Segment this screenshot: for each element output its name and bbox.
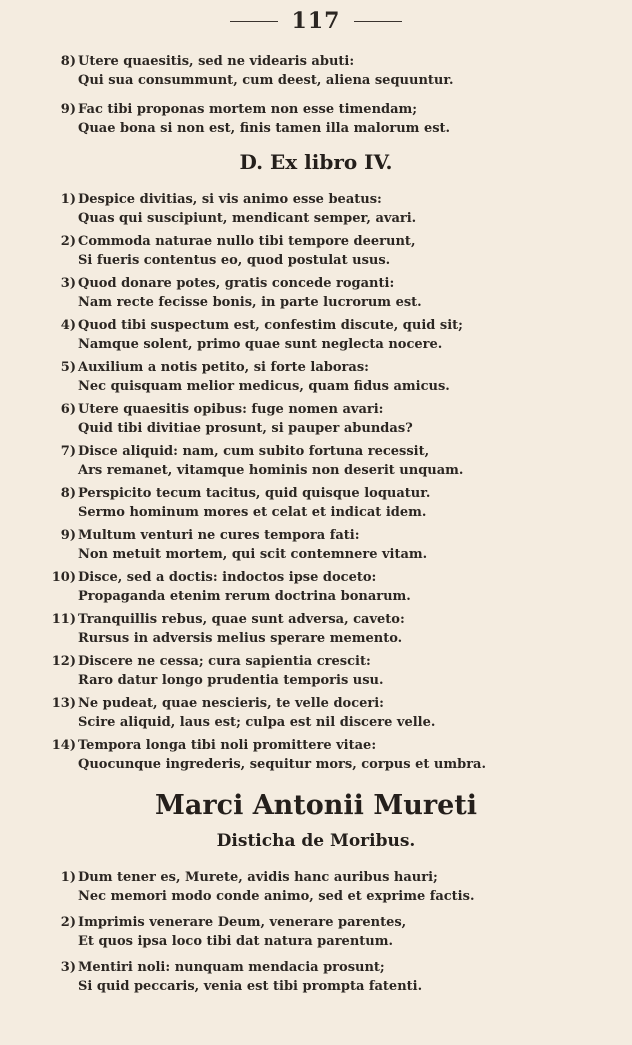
verse-line: Quae bona si non est, finis tamen illa malorum est.	[78, 121, 451, 136]
verse-item	[48, 100, 608, 138]
verse-line: Utere quaesitis opibus: fuge nomen avari:	[78, 402, 384, 417]
verse-number: 12)	[51, 654, 76, 669]
verse-item	[48, 913, 608, 951]
verse-number: 1)	[60, 870, 76, 885]
page-header	[0, 6, 632, 36]
verse-line: Non metuit mortem, qui scit contemnere vitam.	[78, 547, 428, 562]
verse-item	[48, 868, 608, 906]
verse-line: Quas qui suscipiunt, mendicant semper, avari.	[78, 211, 417, 226]
verse-line: Mentiri noli: nunquam mendacia prosunt;	[78, 960, 385, 975]
verse-line: Si quid peccaris, venia est tibi prompta fatenti.	[78, 979, 423, 994]
verse-line: Sermo hominum mores et celat et indicat idem.	[78, 505, 427, 520]
verse-line: Ne pudeat, quae nescieris, te velle doceri:	[78, 696, 384, 711]
verse-line: Commoda naturae nullo tibi tempore deerunt,	[78, 234, 416, 249]
verse-item	[48, 568, 608, 606]
verse-item	[48, 694, 608, 732]
verse-number: 8)	[60, 486, 76, 501]
top-verses	[48, 52, 608, 138]
verse-line: Quocunque ingrederis, sequitur mors, corpus et umbra.	[78, 757, 486, 772]
verse-line: Despice divitias, si vis animo esse beatus:	[78, 192, 382, 207]
verse-line: Utere quaesitis, sed ne videaris abuti:	[78, 54, 355, 69]
header-rule-right	[354, 21, 402, 22]
verse-number: 7)	[60, 444, 76, 459]
section-title: D. Ex libro IV.	[239, 150, 393, 174]
verse-item	[48, 400, 608, 438]
author-title: Marci Antonii Mureti	[155, 790, 477, 821]
verse-number: 6)	[60, 402, 76, 417]
verse-number: 11)	[51, 612, 76, 627]
verse-line: Qui sua consummunt, cum deest, aliena sequuntur.	[78, 73, 454, 88]
verse-number: 8)	[60, 54, 76, 69]
verse-line: Quod donare potes, gratis concede roganti:	[78, 276, 395, 291]
verse-line: Namque solent, primo quae sunt neglecta nocere.	[78, 337, 443, 352]
verse-item	[48, 526, 608, 564]
page-number: 117	[291, 8, 341, 34]
verse-line: Perspicito tecum tacitus, quid quisque loquatur.	[78, 486, 431, 501]
verse-number: 5)	[60, 360, 76, 375]
verse-item	[48, 442, 608, 480]
verse-line: Tranquillis rebus, quae sunt adversa, caveto:	[78, 612, 405, 627]
verse-item	[48, 958, 608, 996]
verse-item	[48, 652, 608, 690]
verse-number: 1)	[60, 192, 76, 207]
verse-number: 3)	[60, 960, 76, 975]
book-iv-verses	[48, 190, 608, 774]
verse-line: Dum tener es, Murete, avidis hanc auribus hauri;	[78, 870, 438, 885]
author-subtitle: Disticha de Moribus.	[216, 831, 416, 851]
verse-number: 2)	[60, 915, 76, 930]
verse-line: Auxilium a notis petito, si forte laboras:	[78, 360, 369, 375]
verse-line: Nec memori modo conde animo, sed et exprime factis.	[78, 889, 475, 904]
verse-line: Fac tibi proponas mortem non esse timendam;	[78, 102, 418, 117]
verse-line: Rursus in adversis melius sperare memento.	[78, 631, 403, 646]
verse-line: Si fueris contentus eo, quod postulat usus.	[78, 253, 391, 268]
verse-line: Discere ne cessa; cura sapientia crescit:	[78, 654, 371, 669]
verse-item	[48, 358, 608, 396]
verse-line: Imprimis venerare Deum, venerare parentes,	[78, 915, 407, 930]
verse-line: Nec quisquam melior medicus, quam fidus amicus.	[78, 379, 450, 394]
verse-number: 14)	[51, 738, 76, 753]
verse-item	[48, 52, 608, 90]
verse-item	[48, 190, 608, 228]
verse-number: 9)	[60, 528, 76, 543]
verse-number: 2)	[60, 234, 76, 249]
verse-line: Disce aliquid: nam, cum subito fortuna recessit,	[78, 444, 430, 459]
mureti-verses	[48, 868, 608, 996]
verse-line: Nam recte fecisse bonis, in parte lucrorum est.	[78, 295, 422, 310]
verse-item	[48, 232, 608, 270]
verse-number: 4)	[60, 318, 76, 333]
verse-item	[48, 484, 608, 522]
verse-line: Quod tibi suspectum est, confestim discute, quid sit;	[78, 318, 463, 333]
verse-item	[48, 610, 608, 648]
verse-number: 9)	[60, 102, 76, 117]
header-rule-left	[230, 21, 278, 22]
verse-number: 3)	[60, 276, 76, 291]
verse-item	[48, 736, 608, 774]
verse-number: 13)	[51, 696, 76, 711]
verse-line: Multum venturi ne cures tempora fati:	[78, 528, 360, 543]
verse-line: Raro datur longo prudentia temporis usu.	[78, 673, 384, 688]
verse-line: Ars remanet, vitamque hominis non deserit unquam.	[78, 463, 464, 478]
verse-number: 10)	[51, 570, 76, 585]
verse-item	[48, 316, 608, 354]
verse-item	[48, 274, 608, 312]
verse-line: Propaganda etenim rerum doctrina bonarum.	[78, 589, 411, 604]
verse-line: Tempora longa tibi noli promittere vitae:	[78, 738, 377, 753]
verse-line: Scire aliquid, laus est; culpa est nil discere velle.	[78, 715, 436, 730]
verse-line: Quid tibi divitiae prosunt, si pauper abundas?	[78, 421, 413, 436]
verse-line: Et quos ipsa loco tibi dat natura parentum.	[78, 934, 394, 949]
verse-line: Disce, sed a doctis: indoctos ipse doceto:	[78, 570, 377, 585]
